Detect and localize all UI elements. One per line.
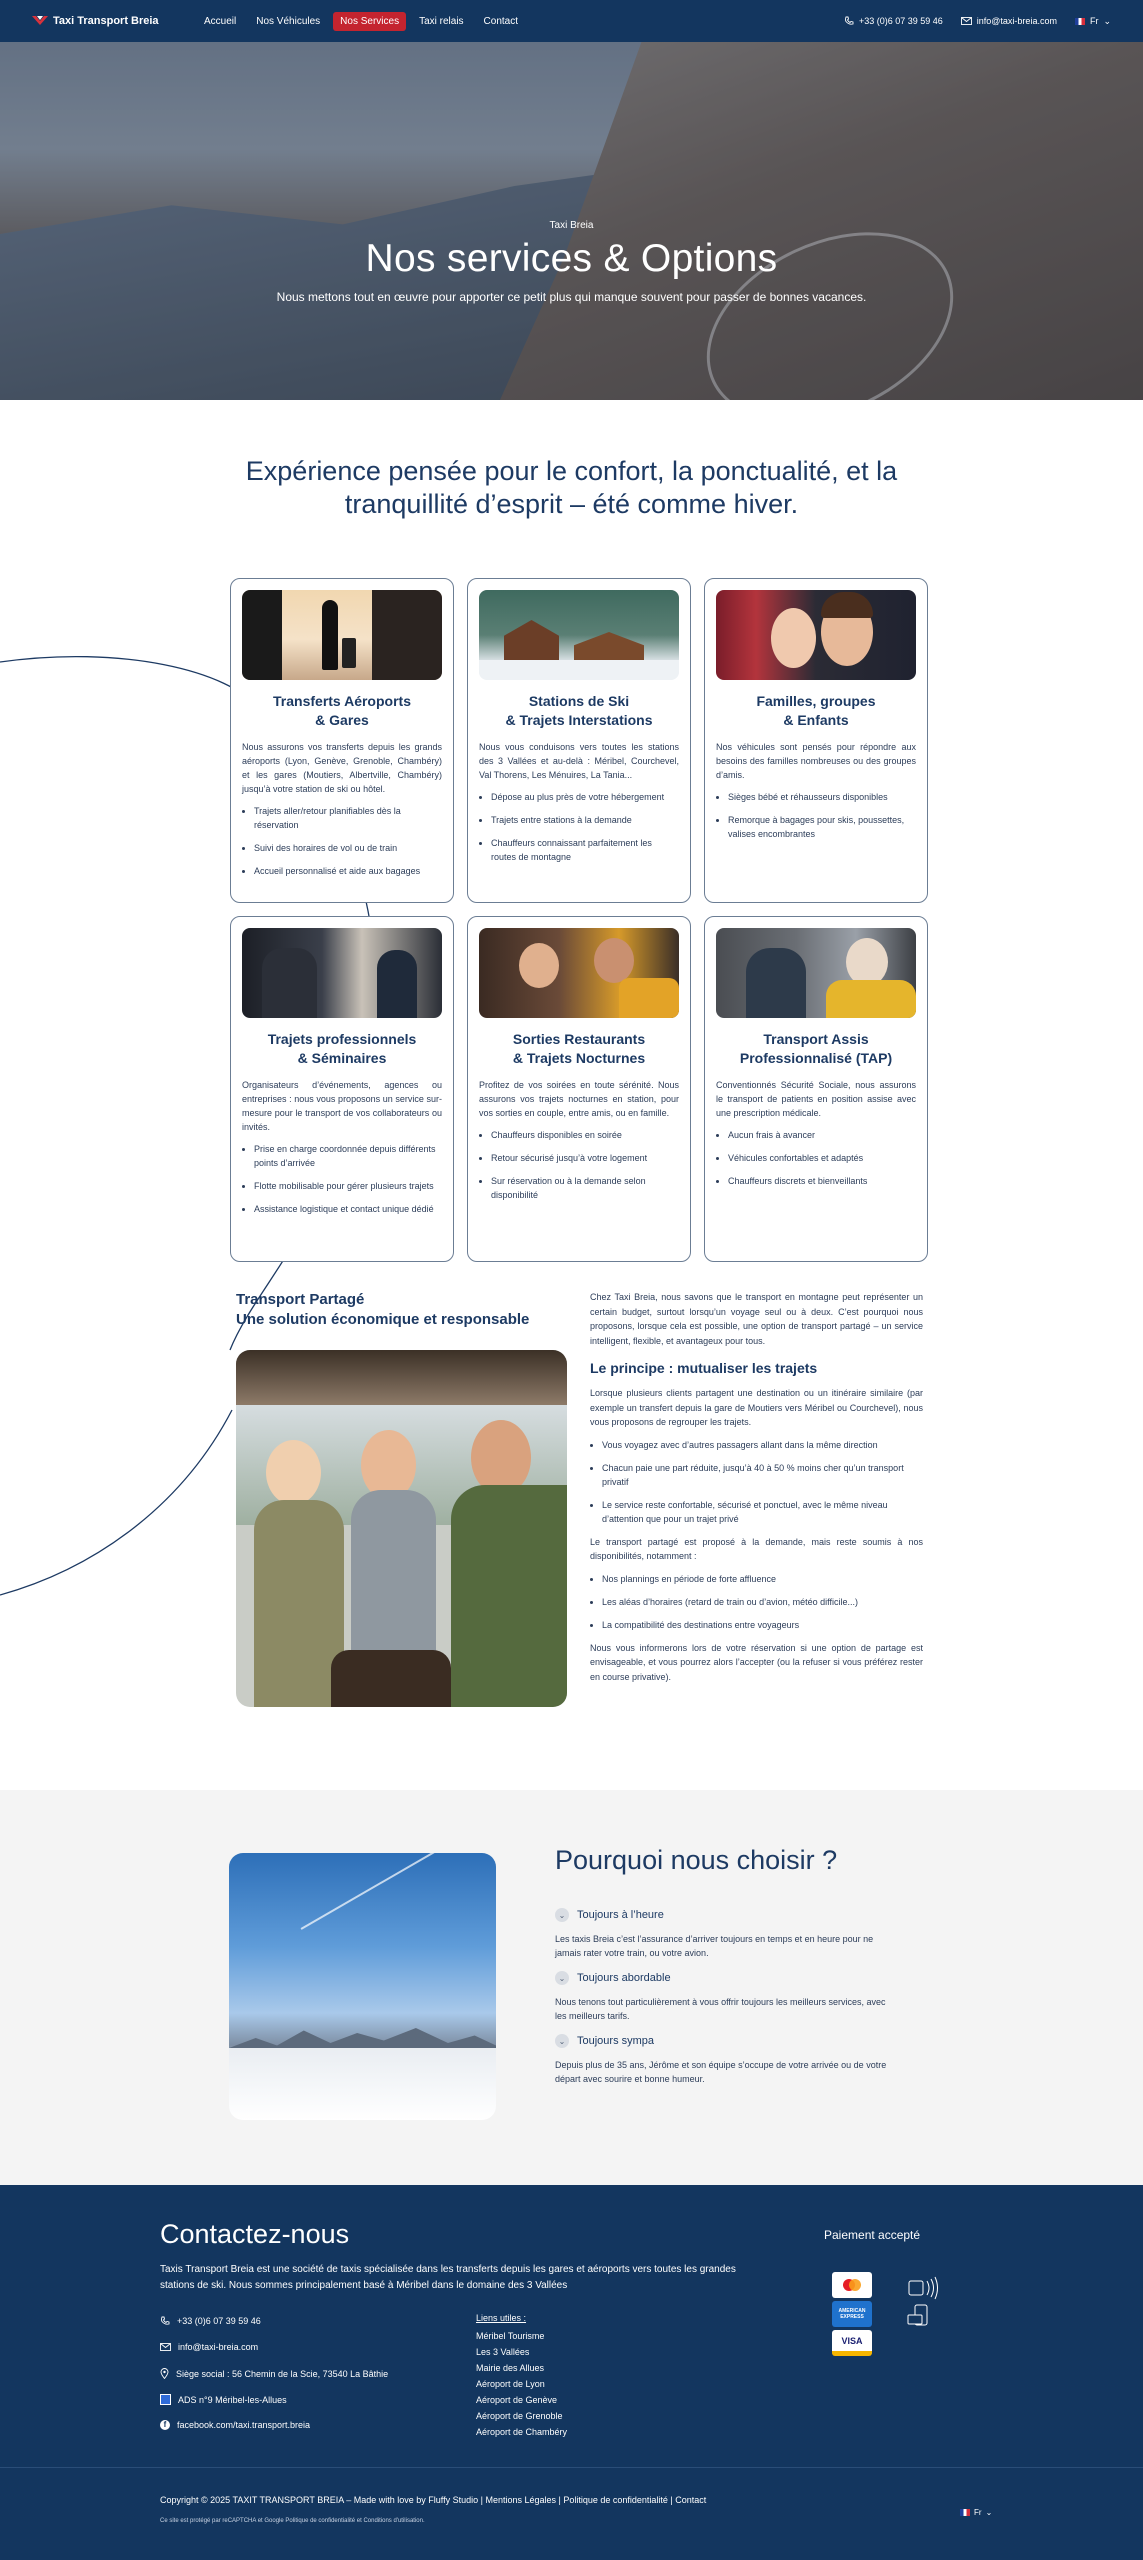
- hero-kicker: Taxi Breia: [549, 220, 594, 231]
- shared-transport-photo: [236, 1350, 567, 1707]
- list-item: • Chacun paie une part réduite, jusqu’à 40 à 50 % moins cher qu’un transport privatif: [602, 1461, 923, 1489]
- amex-icon: AMERICAN EXPRESS: [832, 2301, 872, 2327]
- list-item: • Prise en charge coordonnée depuis différents points d’arrivée: [254, 1142, 442, 1170]
- why-title: Pourquoi nous choisir ?: [555, 1845, 838, 1875]
- contactless-icon: [906, 2275, 940, 2301]
- chevron-down-icon: ⌄: [1103, 15, 1111, 26]
- chevron-down-icon: ⌄: [555, 1971, 569, 1985]
- useful-links: [476, 2328, 567, 2440]
- logo-icon: [32, 16, 48, 27]
- contact-address: Siège social : 56 Chemin de la Scie, 73540 La Bâthie: [160, 2368, 388, 2379]
- card-title: Trajets professionnels & Séminaires: [267, 1031, 417, 1066]
- list-item: • Dépose au plus près de votre hébergement: [491, 790, 679, 804]
- brand-logo[interactable]: [32, 15, 197, 27]
- service-card-nightlife: [467, 916, 691, 1262]
- list-item: • Sur réservation ou à la demande selon disponibilité: [491, 1174, 679, 1202]
- navbar: [0, 0, 1143, 42]
- shared-subtitle: Une solution économique et responsable: [236, 1311, 530, 1328]
- card-text: Profitez de vos soirées en toute sérénité. Nous assurons vos trajets nocturnes en station, pour vos sorties en couple, entre amis, ou en famille.: [479, 1080, 679, 1118]
- service-card-business: [230, 916, 454, 1262]
- business-photo: [242, 928, 442, 1018]
- language-label: Fr: [1089, 16, 1099, 26]
- principle-title: Le principe : mutualiser les trajets: [590, 1360, 818, 1376]
- nav-vehicules[interactable]: Nos Véhicules: [256, 15, 321, 27]
- contact-phone[interactable]: +33 (0)6 07 39 59 46: [160, 2316, 261, 2326]
- footer-language-switcher[interactable]: Fr ⌄: [960, 2508, 992, 2517]
- visa-icon: VISA: [832, 2330, 872, 2356]
- nav-email: info@taxi-breia.com: [976, 16, 1057, 26]
- list-item: • Sièges bébé et réhausseurs disponibles: [728, 790, 916, 804]
- card-text: Nous assurons vos transferts depuis les grands aéroports (Lyon, Genève, Grenoble, Chambéry) et les gares (Moutiers, Albertville, Chambéry) jusqu’à votre station de ski ou hôtel.: [242, 742, 442, 794]
- intro-heading: Expérience pensée pour le confort, la ponctualité, et la tranquillité d’esprit – été comme hiver.: [245, 456, 898, 519]
- accordion-item-punctual[interactable]: [555, 1908, 895, 1960]
- facebook-icon: f: [160, 2420, 170, 2430]
- link-mairie-allues[interactable]: Mairie des Allues: [476, 2363, 545, 2373]
- list-item: • Flotte mobilisable pour gérer plusieurs trajets: [254, 1179, 442, 1193]
- nav-taxi-relais[interactable]: Taxi relais: [419, 15, 464, 27]
- link-airport-geneve[interactable]: Aéroport de Genève: [476, 2395, 558, 2405]
- accordion-title: Toujours à l’heure: [577, 1909, 664, 1921]
- copyright: Copyright © 2025 TAXIT TRANSPORT BREIA – Made with love by Fluffy Studio | Mentions Légales | Politique de confidentialité | Contact: [160, 2495, 707, 2505]
- hero-title: Nos services & Options: [365, 237, 778, 280]
- ski-station-photo: [479, 590, 679, 680]
- shared-transport-heading: [236, 1290, 566, 1330]
- card-title: Transport Assis Professionnalisé (TAP): [739, 1031, 893, 1066]
- french-flag-icon: [1075, 18, 1085, 25]
- hero-subtitle: Nous mettons tout en œuvre pour apporter ce petit plus qui manque souvent pour passer de bonnes vacances.: [276, 290, 867, 304]
- list-item: • Assistance logistique et contact unique dédié: [254, 1202, 442, 1216]
- list-item: • Remorque à bagages pour skis, poussettes, valises encombrantes: [728, 813, 916, 841]
- list-item: • Véhicules confortables et adaptés: [728, 1151, 916, 1165]
- shared-title: Transport Partagé: [236, 1291, 365, 1308]
- nav-contact[interactable]: Contact: [483, 15, 519, 27]
- card-title: Familles, groupes & Enfants: [756, 693, 876, 728]
- contact-facebook[interactable]: f facebook.com/taxi.transport.breia: [160, 2420, 310, 2430]
- recaptcha-notice: Ce site est protégé par reCAPTCHA et Google Politique de confidentialité et Conditions d'utilisation.: [160, 2518, 425, 2524]
- contact-title: Contactez-nous: [160, 2219, 350, 2249]
- airport-photo: [242, 590, 442, 680]
- link-airport-lyon[interactable]: Aéroport de Lyon: [476, 2379, 545, 2389]
- chevron-down-icon: ⌄: [555, 1908, 569, 1922]
- accordion-text: Les taxis Breia c’est l’assurance d’arriver toujours en temps et en heure pour ne jamais rater votre train, ou votre avion.: [555, 1934, 874, 1958]
- chevron-down-icon: ⌄: [985, 2508, 993, 2517]
- card-text: Nous vous conduisons vers toutes les stations des 3 Vallées et au-delà : Méribel, Courchevel, Val Thorens, Les Ménuires, La Tania...: [479, 742, 679, 780]
- card-title: Sorties Restaurants & Trajets Nocturnes: [512, 1031, 646, 1066]
- services-grid: [230, 578, 929, 1262]
- link-airport-chambery[interactable]: Aéroport de Chambéry: [476, 2427, 568, 2437]
- service-card-tap: [704, 916, 928, 1262]
- list-item: • Chauffeurs disponibles en soirée: [491, 1128, 679, 1142]
- list-item: • Trajets aller/retour planifiables dès la réservation: [254, 804, 442, 832]
- contact-ads: ADS n°9 Méribel-les-Allues: [160, 2394, 287, 2405]
- phone-icon: [844, 16, 854, 26]
- shared-transport-text: [590, 1290, 923, 1692]
- link-airport-grenoble[interactable]: Aéroport de Grenoble: [476, 2411, 563, 2421]
- demand-text: Le transport partagé est proposé à la demande, mais reste soumis à nos disponibilités, notamment :: [590, 1536, 923, 1561]
- list-item: • Les aléas d’horaires (retard de train ou d’avion, météo difficile...): [602, 1595, 923, 1609]
- mobile-payment-icon: [906, 2303, 934, 2329]
- card-text: Conventionnés Sécurité Sociale, nous assurons le transport de patients en position assise avec une prescription médicale.: [716, 1080, 916, 1118]
- brand-name: Taxi Transport Breia: [53, 15, 159, 27]
- list-item: • Aucun frais à avancer: [728, 1128, 916, 1142]
- location-pin-icon: [160, 2368, 169, 2379]
- chevron-down-icon: ⌄: [555, 2034, 569, 2048]
- link-3-vallees[interactable]: Les 3 Vallées: [476, 2347, 530, 2357]
- medical-transport-photo: [716, 928, 916, 1018]
- card-text: Nos véhicules sont pensés pour répondre aux besoins des familles nombreuses ou des groupes d’amis.: [716, 742, 916, 780]
- nav-accueil[interactable]: Accueil: [204, 15, 237, 27]
- list-item: • Vous voyagez avec d’autres passagers allant dans la même direction: [602, 1438, 923, 1452]
- accordion-text: Depuis plus de 35 ans, Jérôme et son équipe s’occupe de votre arrivée ou de votre départ avec sourire et bonne humeur.: [555, 2060, 887, 2084]
- french-flag-icon: [960, 2509, 970, 2516]
- list-item: • Le service reste confortable, sécurisé et ponctuel, avec le même niveau d’attention que pour un trajet privé: [602, 1498, 923, 1526]
- alps-photo: [229, 1853, 496, 2120]
- accordion-title: Toujours abordable: [577, 1972, 671, 1984]
- list-item: • Retour sécurisé jusqu’à votre logement: [491, 1151, 679, 1165]
- list-item: • Accueil personnalisé et aide aux bagages: [254, 864, 442, 878]
- service-card-families: [704, 578, 928, 903]
- contact-description: Taxis Transport Breia est une société de taxis spécialisée dans les transferts depuis les gares et aéroports vers toutes les grandes stations de ski. Nous sommes principalement basé à Méribel dans le domaine des 3 Vallées: [160, 2264, 736, 2291]
- mail-icon: [160, 2343, 171, 2351]
- shared-intro: Chez Taxi Breia, nous savons que le transport en montagne peut représenter un certain budget, surtout lorsqu’un voyage seul ou à deux. C’est pourquoi nous proposons, lorsque cela est possible, une option de transport partagé – un service intelligent, flexible, et avantageux pour tous.: [590, 1292, 923, 1346]
- useful-links-title: Liens utiles :: [476, 2313, 527, 2323]
- list-item: • Nos plannings en période de forte affluence: [602, 1572, 923, 1586]
- card-title: Transferts Aéroports & Gares: [273, 693, 411, 728]
- principle-text: Lorsque plusieurs clients partagent une destination ou un itinéraire similaire (par exemple un transfert depuis la gare de Moutiers vers Méribel ou Courchevel), nous vous proposons de regrouper les trajets.: [590, 1388, 923, 1427]
- accordion-title: Toujours sympa: [577, 2035, 655, 2047]
- service-card-airports: [230, 578, 454, 903]
- footer-divider: [0, 2467, 1143, 2468]
- taxi-license-icon: [160, 2394, 171, 2405]
- accordion-item-affordable[interactable]: [555, 1971, 895, 2023]
- card-title: Stations de Ski & Trajets Interstations: [505, 693, 653, 728]
- list-item: • Chauffeurs discrets et bienveillants: [728, 1174, 916, 1188]
- service-card-ski-stations: [467, 578, 691, 903]
- footer-contact: [0, 2185, 1143, 2560]
- shared-outro: Nous vous informerons lors de votre réservation si une option de partage est envisageable, et vous pourrez alors l’accepter (ou la refuser si vous préférez rester en course privative).: [590, 1642, 923, 1682]
- list-item: • Chauffeurs connaissant parfaitement les routes de montagne: [491, 836, 679, 864]
- list-item: • Trajets entre stations à la demande: [491, 813, 679, 827]
- mastercard-icon: [832, 2272, 872, 2298]
- nightlife-photo: [479, 928, 679, 1018]
- why-choose-us-section: [0, 1790, 1143, 2185]
- nav-services[interactable]: Nos Services: [333, 12, 406, 31]
- nav-phone-link[interactable]: [844, 16, 943, 26]
- accordion-text: Nous tenons tout particulièrement à vous offrir toujours les meilleurs services, avec les meilleurs tarifs.: [555, 1997, 886, 2021]
- contact-email[interactable]: info@taxi-breia.com: [160, 2342, 258, 2352]
- phone-icon: [160, 2316, 170, 2326]
- language-switcher[interactable]: [1075, 16, 1111, 27]
- hero-banner: [0, 42, 1143, 400]
- card-text: Organisateurs d’événements, agences ou entreprises : nous vous proposons un service sur-mesure pour le transport de vos collaborateurs ou invités.: [242, 1080, 442, 1132]
- list-item: • La compatibilité des destinations entre voyageurs: [602, 1618, 923, 1632]
- accordion-item-friendly[interactable]: [555, 2034, 895, 2086]
- payment-title: Paiement accepté: [824, 2228, 921, 2242]
- link-meribel-tourisme[interactable]: Méribel Tourisme: [476, 2331, 545, 2341]
- mail-icon: [961, 17, 972, 25]
- list-item: • Suivi des horaires de vol ou de train: [254, 841, 442, 855]
- nav-email-link[interactable]: [961, 16, 1057, 26]
- nav-phone: +33 (0)6 07 39 59 46: [858, 16, 943, 26]
- children-photo: [716, 590, 916, 680]
